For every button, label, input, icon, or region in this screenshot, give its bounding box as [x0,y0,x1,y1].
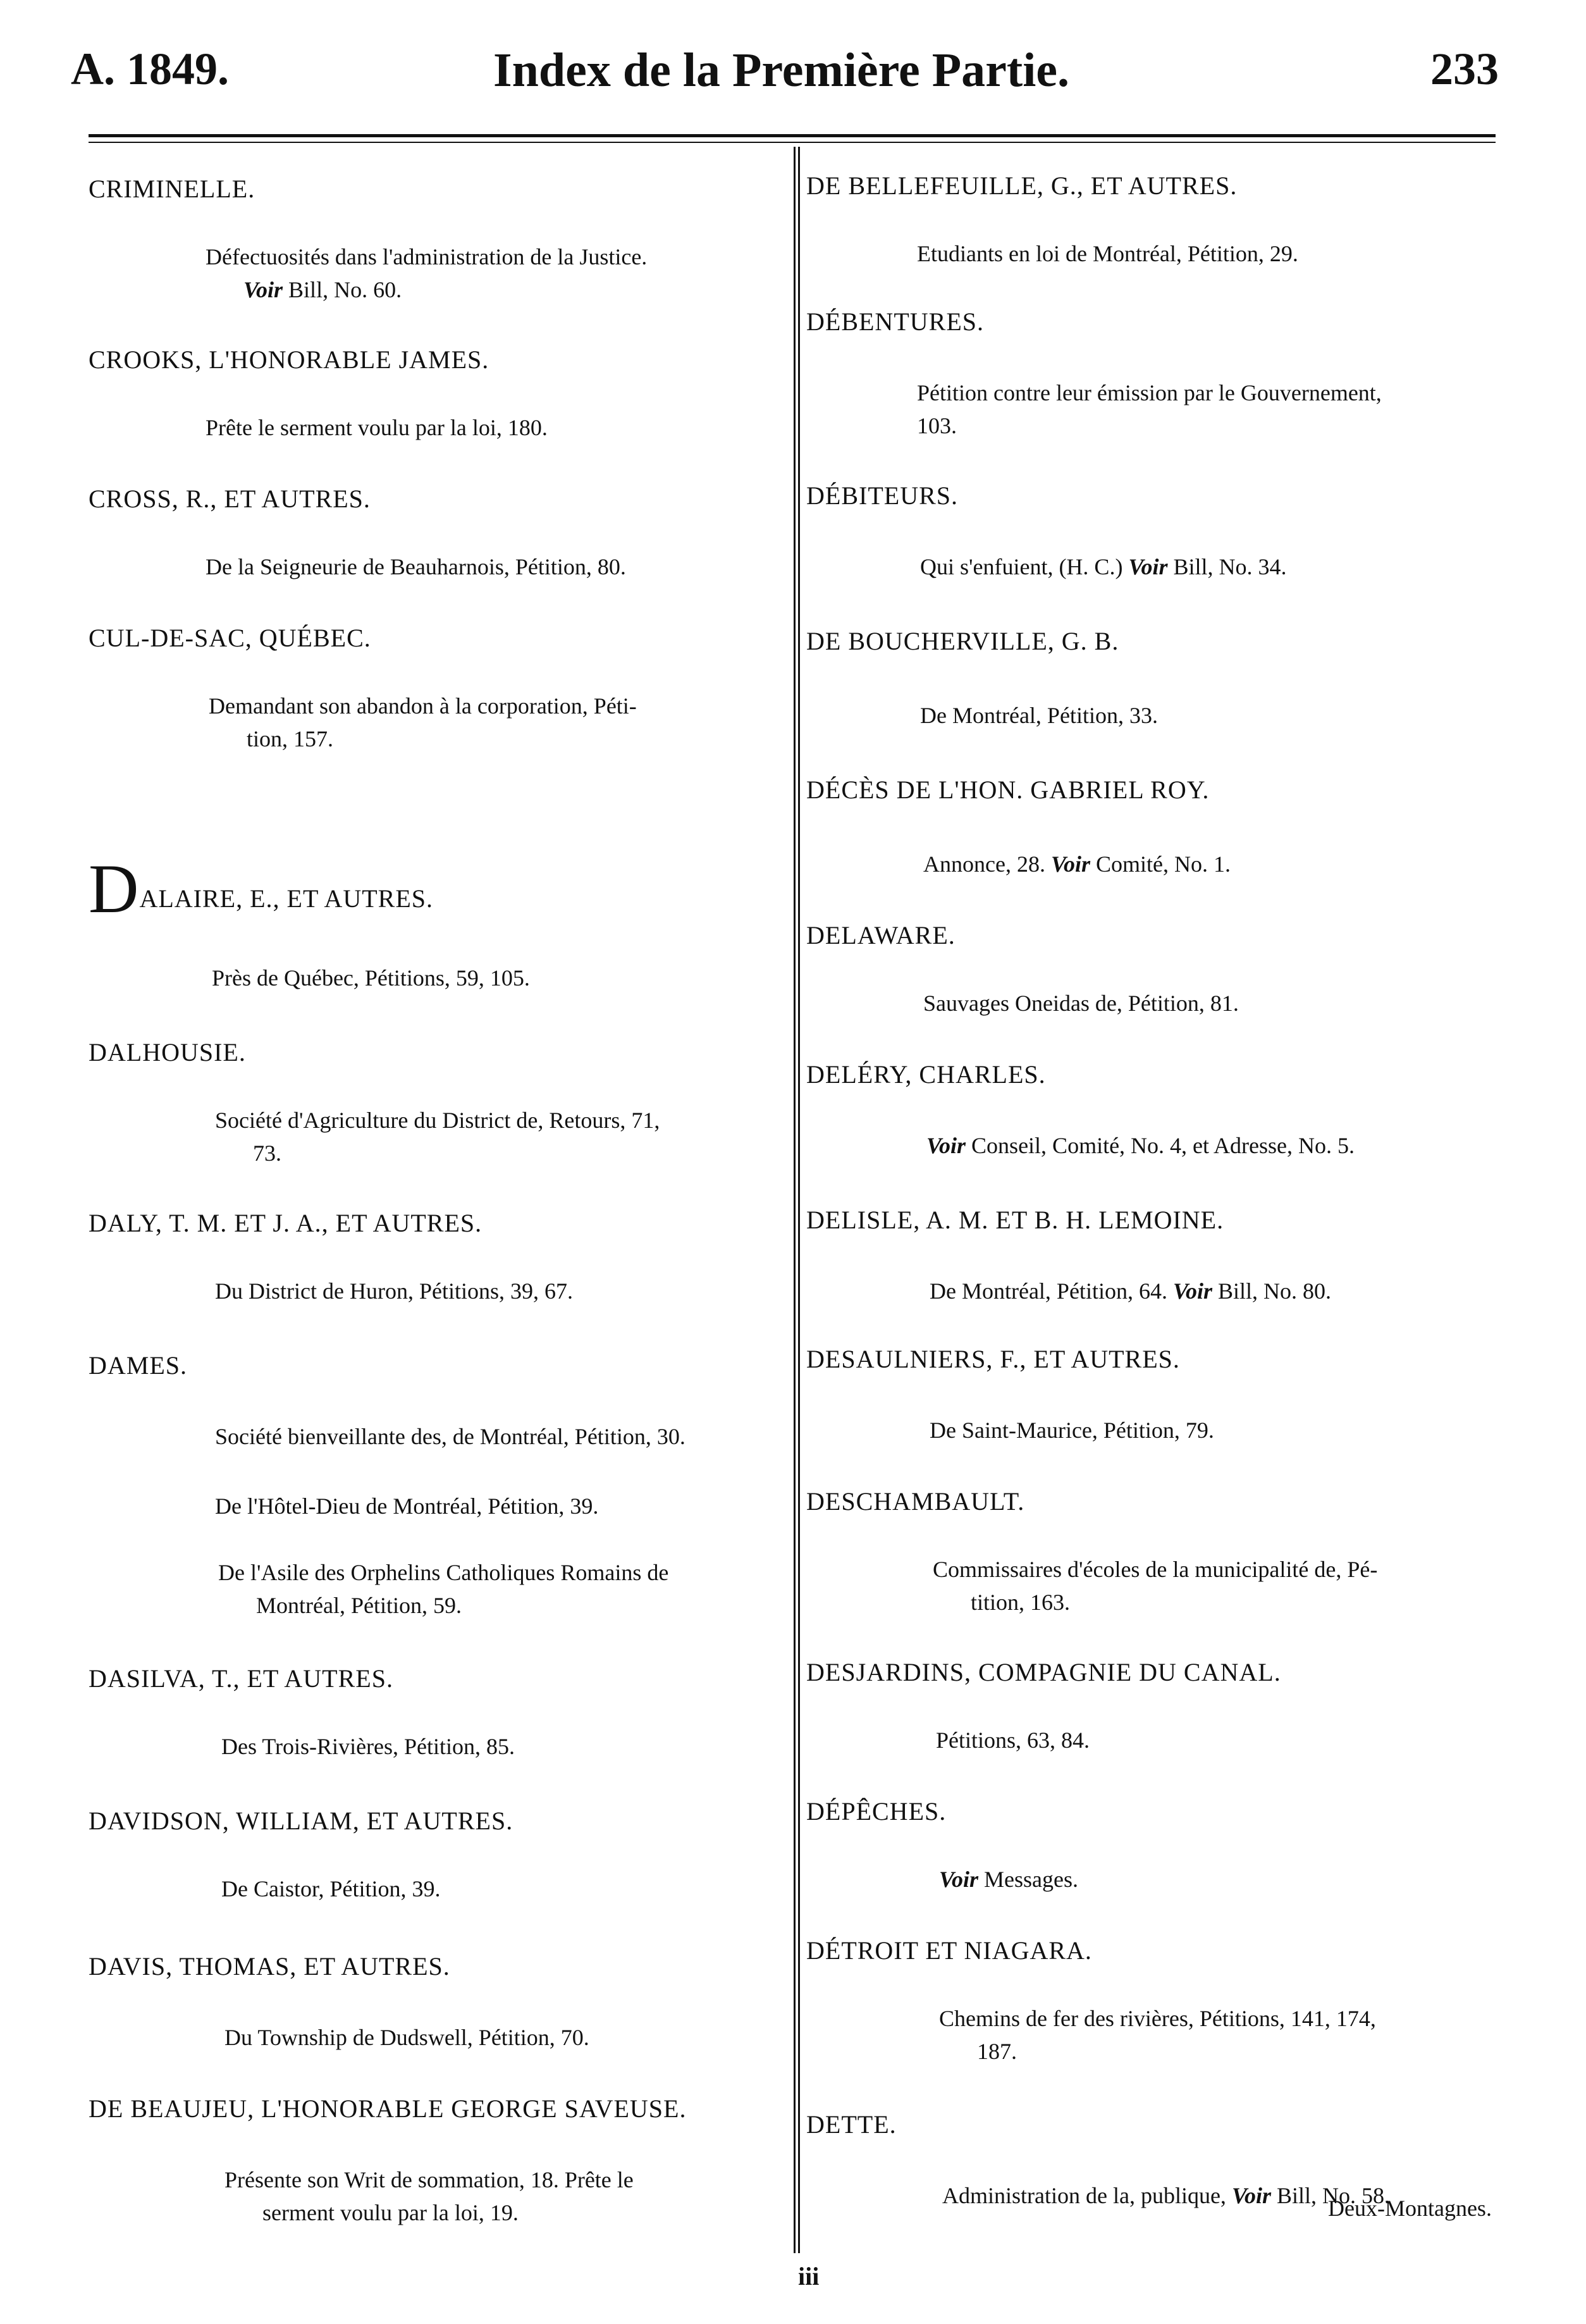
catchword: Deux-Montagnes. [1328,2196,1492,2221]
entry-heading: DELAWARE. [806,921,956,949]
entry-heading: DAVIS, THOMAS, ET AUTRES. [89,1952,450,1981]
subentry-line: 187. [977,2039,1017,2064]
signature-mark: iii [798,2262,820,2290]
entry-subentries [212,961,530,994]
subentry-line: Qui s'enfuient, (H. C.) Voir Bill, No. 34. [920,554,1287,579]
entry-subentries [206,550,626,583]
entry-subentries [221,1872,441,1905]
subentry-line: Annonce, 28. Voir Comité, No. 1. [923,851,1231,877]
subentry-line: serment voulu par la loi, 19. [262,2200,519,2225]
entry-subentries [221,1730,515,1763]
subentry-line: Présente son Writ de sommation, 18. Prête le [224,2167,634,2192]
subentry-line: Du District de Huron, Pétitions, 39, 67. [215,1278,573,1304]
entry-heading: DÉCÈS DE L'HON. GABRIEL ROY. [806,776,1210,804]
entry-heading: DALHOUSIE. [89,1038,246,1066]
subentry-line: 73. [253,1140,281,1166]
subentry-line: tition, 163. [971,1590,1071,1615]
subentry-line: Pétition contre leur émission par le Gouvernement, [917,380,1382,405]
subentry-line: De la Seigneurie de Beauharnois, Pétition, 80. [206,554,626,579]
entry-heading: DELÉRY, CHARLES. [806,1060,1046,1089]
entry-heading: DE BOUCHERVILLE, G. B. [806,627,1119,655]
entry-subentries [923,987,1239,1020]
subentry-line: De Montréal, Pétition, 64. Voir Bill, No. 80. [930,1278,1332,1304]
entry-heading: DESJARDINS, COMPAGNIE DU CANAL. [806,1658,1281,1686]
subentry-line: Sauvages Oneidas de, Pétition, 81. [923,991,1239,1016]
entry-subentries [917,376,1382,442]
subentry-line: De Caistor, Pétition, 39. [221,1876,441,1901]
header-year: A. 1849. [71,44,229,94]
entry-subentries [936,1724,1090,1757]
entry-subentries [218,1556,668,1622]
entry-subentries [206,411,548,444]
entry-subentries [215,1420,685,1453]
entry-heading: DÉTROIT ET NIAGARA. [806,1936,1092,1965]
entry-subentries [930,1275,1331,1307]
entry-subentries [209,689,637,755]
entry-subentries [215,1104,660,1170]
entry-subentries [920,550,1287,583]
entry-heading: DÉBITEURS. [806,481,958,510]
entry-heading: CROOKS, L'HONORABLE JAMES. [89,345,489,374]
subentry-line: De Saint-Maurice, Pétition, 79. [930,1418,1214,1443]
entry-heading: DALAIRE, E., ET AUTRES. [89,850,434,927]
entry-subentries [942,2179,1390,2212]
subentry-line: Défectuosités dans l'administration de la Justice. [206,244,648,269]
entry-subentries [920,699,1158,732]
subentry-line: tion, 157. [247,726,334,751]
subentry-line: Prête le serment voulu par la loi, 180. [206,415,548,440]
page-header [0,0,1586,127]
entry-heading: DESCHAMBAULT. [806,1487,1025,1516]
subentry-line: Demandant son abandon à la corporation, Péti- [209,693,637,719]
entry-heading: CRIMINELLE. [89,175,255,203]
subentry-line: Voir Bill, No. 60. [243,277,402,302]
entry-heading: DETTE. [806,2110,897,2139]
entry-heading: CUL-DE-SAC, QUÉBEC. [89,624,371,652]
entry-heading: DASILVA, T., ET AUTRES. [89,1664,393,1693]
entry-heading: DE BELLEFEUILLE, G., ET AUTRES. [806,171,1238,200]
header-rule-thin [89,142,1496,143]
page-number: 233 [1430,44,1499,94]
entry-subentries [923,848,1231,881]
subentry-line: Du Township de Dudswell, Pétition, 70. [224,2025,589,2050]
entry-subentries [224,2163,634,2229]
subentry-line: De l'Hôtel-Dieu de Montréal, Pétition, 39. [215,1493,599,1519]
entry-subentries [930,1414,1214,1447]
column-divider-left [794,147,796,2253]
entry-heading: DÉPÊCHES. [806,1797,947,1826]
subentry-line: De l'Asile des Orphelins Catholiques Romains de [218,1560,669,1585]
subentry-line: Société d'Agriculture du District de, Retours, 71, [215,1108,660,1133]
subentry-line: Administration de la, publique, Voir Bill, No. 58. [942,2183,1390,2208]
entry-subentries [215,1275,573,1307]
header-title: Index de la Première Partie. [493,44,1070,97]
entry-subentries [206,240,647,306]
subentry-line: Société bienveillante des, de Montréal, Pétition, 30. [215,1424,685,1449]
entry-subentries [917,237,1298,270]
subentry-line: Voir Messages. [939,1867,1079,1892]
entry-heading: DALY, T. M. ET J. A., ET AUTRES. [89,1209,483,1237]
entry-heading: DELISLE, A. M. ET B. H. LEMOINE. [806,1206,1224,1234]
entry-subentries [939,2002,1376,2068]
entry-subentries [939,1863,1078,1896]
entry-heading: DE BEAUJEU, L'HONORABLE GEORGE SAVEUSE. [89,2094,687,2123]
subentry-line: Commissaires d'écoles de la municipalité de, Pé- [933,1557,1378,1582]
entry-subentries [224,2021,589,2054]
entry-heading: DAMES. [89,1351,188,1380]
entry-heading: CROSS, R., ET AUTRES. [89,485,371,513]
subentry-line: Près de Québec, Pétitions, 59, 105. [212,965,530,991]
subentry-line: Chemins de fer des rivières, Pétitions, 141, 174, [939,2006,1376,2031]
header-rule-thick [89,134,1496,137]
subentry-line: 103. [917,413,957,438]
subentry-line: Etudiants en loi de Montréal, Pétition, 29. [917,241,1298,266]
entry-heading: DAVIDSON, WILLIAM, ET AUTRES. [89,1807,513,1835]
entry-heading: DÉBENTURES. [806,307,984,336]
subentry-line: Voir Conseil, Comité, No. 4, et Adresse, No. 5. [926,1133,1355,1158]
subentry-line: Montréal, Pétition, 59. [256,1593,462,1618]
subentry-line: De Montréal, Pétition, 33. [920,703,1158,728]
entry-heading: DESAULNIERS, F., ET AUTRES. [806,1345,1180,1373]
entry-subentries [926,1129,1355,1162]
subentry-line: Pétitions, 63, 84. [936,1728,1090,1753]
drop-cap-letter: D [89,850,140,927]
entry-subentries [933,1553,1377,1619]
column-divider-right [798,147,800,2253]
entry-subentries [215,1490,598,1523]
subentry-line: Des Trois-Rivières, Pétition, 85. [221,1734,515,1759]
